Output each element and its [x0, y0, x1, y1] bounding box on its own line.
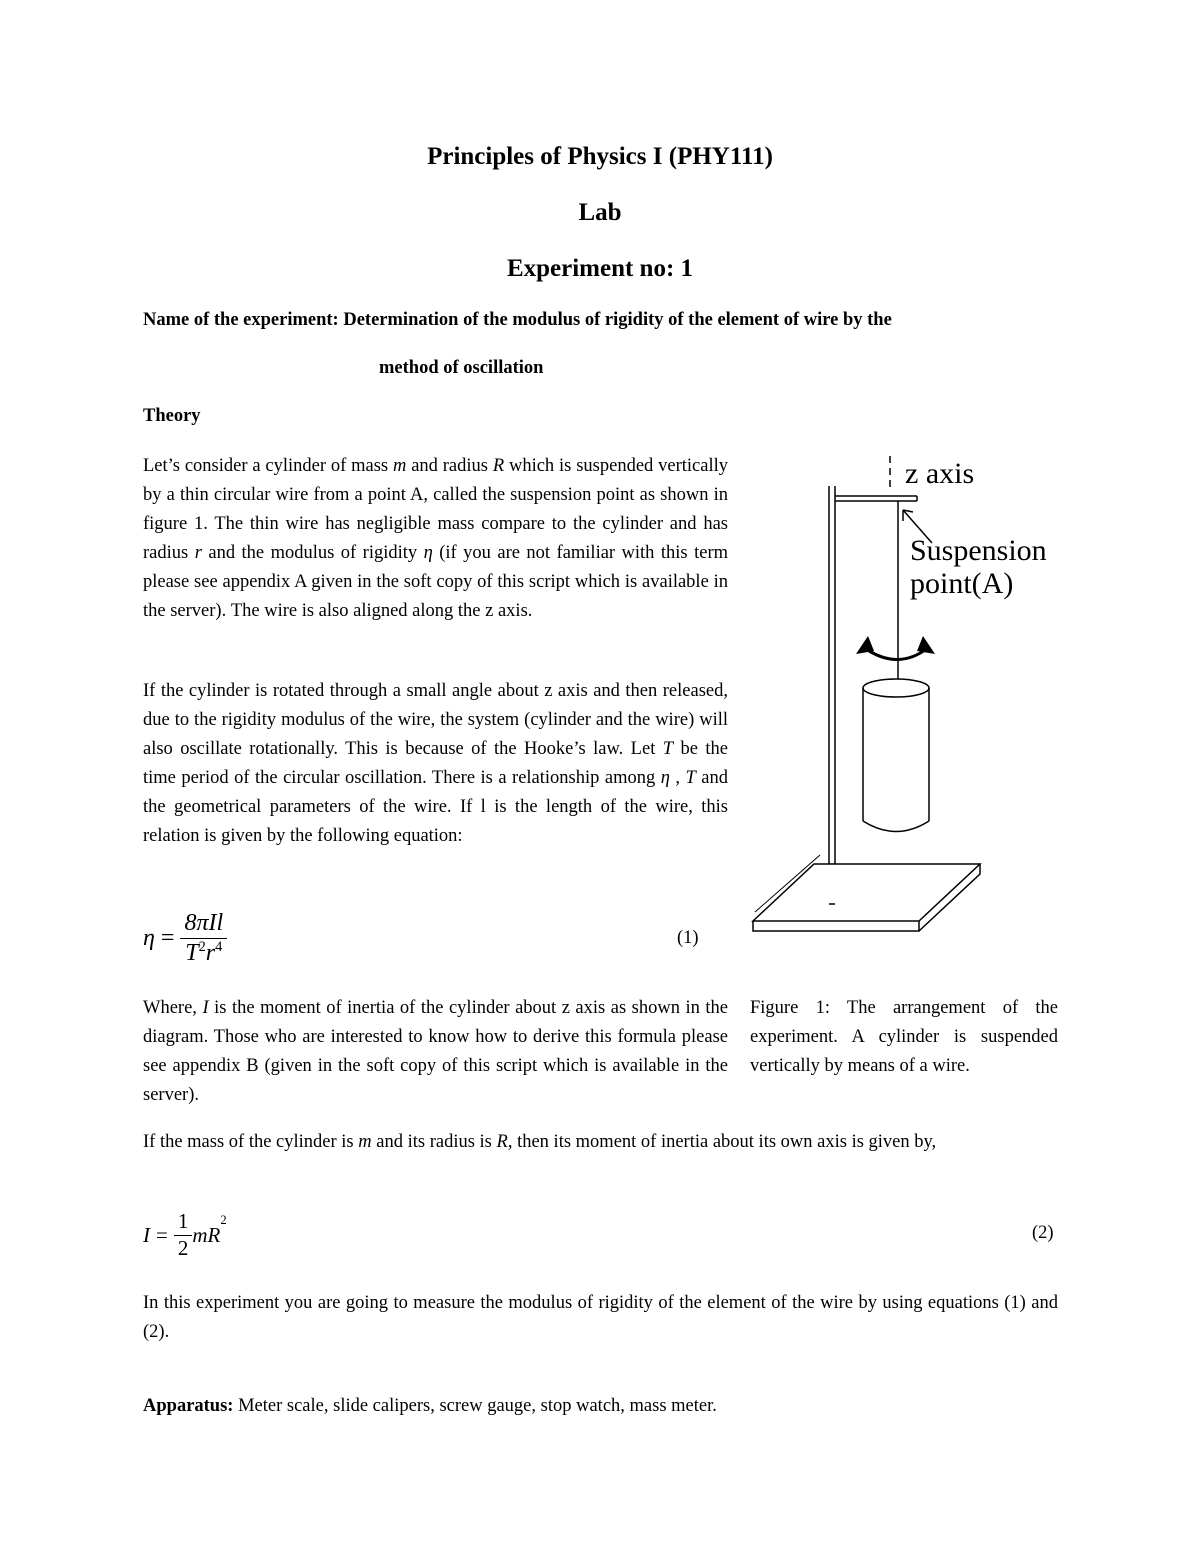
cylinder [863, 679, 929, 697]
theory-paragraph-3: Where, I is the moment of inertia of the cylinder about z axis as shown in the diagram. Those who are interested to know how to derive this formula please see appendix B (given in the soft copy of this script which is available in the server). [143, 998, 728, 1105]
experiment-name-label: Name of the experiment: [143, 310, 339, 330]
suspension-label-1: Suspension [910, 534, 1047, 567]
apparatus-line [143, 1392, 1058, 1421]
z-axis-label: z axis [905, 457, 975, 490]
theory-heading: Theory [143, 406, 201, 426]
experiment-figure [745, 450, 1075, 955]
apparatus-text: Meter scale, slide calipers, screw gauge, stop watch, mass meter. [233, 1396, 717, 1416]
apparatus-label: Apparatus: [143, 1396, 234, 1416]
theory-paragraph-4: If the mass of the cylinder is m and its radius is R, then its moment of inertia about its own axis is given by, [143, 1132, 937, 1152]
experiment-name-line2: method of oscillation [379, 358, 544, 378]
experiment-number: Experiment no: 1 [506, 255, 694, 282]
equation-1-number: (1) [677, 928, 699, 948]
equation-2-number: (2) [1032, 1223, 1054, 1243]
lab-title: Lab [578, 199, 622, 226]
experiment-name-text: Determination of the modulus of rigidity of the element of wire by the [343, 310, 892, 330]
figure-caption: Figure 1: The arrangement of the experiment. A cylinder is suspended vertically by means of a wire. [750, 998, 1058, 1076]
equation-2: I = $\frac{1}{2}$ mR $^2$ [143, 1209, 227, 1260]
theory-paragraph-2: If the cylinder is rotated through a small angle about z axis and then released, due to the rigidity modulus of the wire, the system (cylinder and the wire) will also oscillate rotationally. This is because of the Hooke’s law. Let T be the time period of the circular oscillation. There is a relationship among η , T and the geometrical parameters of the wire. If l is the length of the wire, this relation is given by the following equation: [143, 681, 728, 846]
suspension-label-2: point(A) [910, 567, 1014, 600]
equation-1: η = $\frac{\text{8πIl}}{T^2r^4}$ [143, 902, 227, 974]
theory-paragraph-1: Let’s consider a cylinder of mass m and radius R which is suspended vertically by a thin circular wire from a point A, called the suspension point as shown in figure 1. The thin wire has negligible mass compare to the cylinder and has radius r and the modulus of rigidity η (if you are not familiar with this term please see appendix A given in the soft copy of this script which is available in the server). The wire is also aligned along the z axis. [143, 456, 728, 621]
experiment-name-line1 [143, 310, 892, 331]
base-plate [753, 864, 980, 921]
course-title: Principles of Physics I (PHY111) [427, 143, 773, 170]
theory-paragraph-5: In this experiment you are going to measure the modulus of rigidity of the element of the wire by using equations (1) and (2). [143, 1293, 1058, 1342]
